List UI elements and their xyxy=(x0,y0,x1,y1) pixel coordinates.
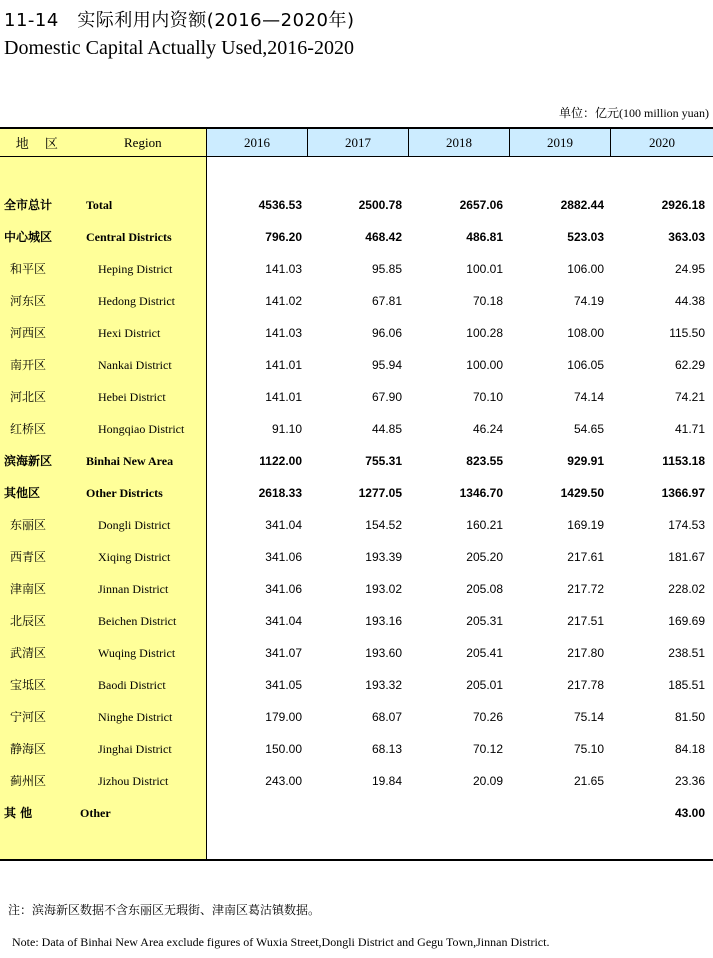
region-name-english: Central Districts xyxy=(86,230,172,244)
value-cell-2019 xyxy=(504,797,604,829)
value-cell-2016: 141.02 xyxy=(265,294,302,308)
header-year-2016: 2016 xyxy=(207,129,308,156)
region-name-chinese: 河东区 xyxy=(10,294,47,308)
value-cell-2018: 46.24 xyxy=(472,422,503,436)
region-name-english: Beichen District xyxy=(98,614,177,628)
data-table xyxy=(0,127,713,861)
table-row xyxy=(0,509,713,541)
value-cell-2019: 54.65 xyxy=(573,422,604,436)
header-year-2017: 2017 xyxy=(308,129,409,156)
region-name-english: Jinnan District xyxy=(98,582,169,596)
page-title-english: Domestic Capital Actually Used,2016-2020 xyxy=(4,37,354,59)
value-cell-2016: 91.10 xyxy=(271,422,302,436)
value-cell-2019: 217.80 xyxy=(567,646,604,660)
region-name-chinese: 武清区 xyxy=(10,646,47,660)
region-name-chinese: 其 他 xyxy=(4,806,33,820)
value-cell-2019: 75.10 xyxy=(573,742,604,756)
region-name-chinese: 和平区 xyxy=(10,262,47,276)
value-cell-2016: 4536.53 xyxy=(258,198,302,212)
region-name-english: Jizhou District xyxy=(98,774,169,788)
value-cell-2017: 19.84 xyxy=(371,774,402,788)
value-cell-2016: 341.04 xyxy=(265,518,302,532)
value-cell-2020: 24.95 xyxy=(674,262,705,276)
footnote-chinese: 注：滨海新区数据不含东丽区无瑕街、津南区葛沽镇数据。 xyxy=(8,903,321,917)
region-name-chinese: 河北区 xyxy=(10,390,47,404)
region-name-chinese: 全市总计 xyxy=(4,198,53,212)
region-name-english: Other xyxy=(80,806,111,820)
table-row xyxy=(0,701,713,733)
value-cell-2018: 205.20 xyxy=(466,550,503,564)
value-cell-2020: 174.53 xyxy=(668,518,705,532)
value-cell-2019: 2882.44 xyxy=(560,198,604,212)
value-cell-2019: 929.91 xyxy=(567,454,604,468)
value-cell-2020: 23.36 xyxy=(674,774,705,788)
value-cell-2020: 44.38 xyxy=(674,294,705,308)
value-cell-2016: 1122.00 xyxy=(259,454,302,468)
value-cell-2019: 21.65 xyxy=(573,774,604,788)
value-cell-2018: 205.41 xyxy=(466,646,503,660)
region-name-chinese: 中心城区 xyxy=(4,230,53,244)
value-cell-2018: 160.21 xyxy=(466,518,503,532)
table-row xyxy=(0,605,713,637)
value-cell-2016: 341.05 xyxy=(265,678,302,692)
value-cell-2018: 205.01 xyxy=(466,678,503,692)
unit-label xyxy=(559,104,709,121)
region-name-english: Hedong District xyxy=(98,294,175,308)
table-row xyxy=(0,349,713,381)
value-cell-2017: 95.85 xyxy=(371,262,402,276)
region-name-chinese: 河西区 xyxy=(10,326,47,340)
region-name-english: Heping District xyxy=(98,262,173,276)
region-name-english: Baodi District xyxy=(98,678,166,692)
value-cell-2019: 217.51 xyxy=(567,614,604,628)
region-name-english: Hexi District xyxy=(98,326,161,340)
table-row xyxy=(0,221,713,253)
region-name-chinese: 静海区 xyxy=(10,742,47,756)
region-name-chinese: 蓟州区 xyxy=(10,774,47,788)
value-cell-2020: 238.51 xyxy=(668,646,705,660)
value-cell-2017: 96.06 xyxy=(371,326,402,340)
value-cell-2019: 217.78 xyxy=(567,678,604,692)
value-cell-2018: 2657.06 xyxy=(459,198,503,212)
value-cell-2016: 341.06 xyxy=(265,582,302,596)
unit-label-chinese: 单位：亿元 xyxy=(558,106,619,120)
value-cell-2020: 115.50 xyxy=(669,326,705,340)
table-header xyxy=(0,127,713,157)
value-cell-2020: 2926.18 xyxy=(661,198,705,212)
value-cell-2016: 341.04 xyxy=(265,614,302,628)
value-cell-2019: 106.05 xyxy=(567,358,604,372)
header-region xyxy=(0,129,207,156)
value-cell-2017: 193.60 xyxy=(365,646,402,660)
value-cell-2020: 74.21 xyxy=(674,390,705,404)
value-cell-2018: 823.55 xyxy=(466,454,503,468)
value-cell-2020: 169.69 xyxy=(668,614,705,628)
region-name-chinese: 红桥区 xyxy=(10,422,47,436)
region-name-english: Other Districts xyxy=(86,486,163,500)
value-cell-2016: 341.07 xyxy=(265,646,302,660)
table-row xyxy=(0,637,713,669)
table-row xyxy=(0,573,713,605)
footnote-english: Note: Data of Binhai New Area exclude figures of Wuxia Street,Dongli District and Gegu Town,Jinnan District. xyxy=(12,935,550,949)
value-cell-2017: 2500.78 xyxy=(358,198,402,212)
region-name-chinese: 西青区 xyxy=(10,550,47,564)
value-cell-2020: 185.51 xyxy=(668,678,705,692)
value-cell-2020: 84.18 xyxy=(674,742,705,756)
value-cell-2017: 67.81 xyxy=(371,294,402,308)
region-name-chinese: 津南区 xyxy=(10,582,47,596)
value-cell-2018: 486.81 xyxy=(466,230,503,244)
header-year-2019: 2019 xyxy=(510,129,611,156)
region-name-english: Total xyxy=(86,198,113,212)
value-cell-2018: 70.12 xyxy=(472,742,503,756)
region-name-english: Wuqing District xyxy=(98,646,176,660)
table-row xyxy=(0,445,713,477)
value-cell-2020: 1366.97 xyxy=(661,486,705,500)
header-region-chinese: 地 区 xyxy=(15,137,64,152)
header-year-2018: 2018 xyxy=(409,129,510,156)
region-name-english: Nankai District xyxy=(98,358,172,372)
region-name-english: Ninghe District xyxy=(98,710,173,724)
value-cell-2017: 44.85 xyxy=(371,422,402,436)
value-cell-2017 xyxy=(302,797,402,829)
region-name-english: Xiqing District xyxy=(98,550,171,564)
value-cell-2018: 205.31 xyxy=(466,614,503,628)
value-cell-2016: 341.06 xyxy=(265,550,302,564)
value-cell-2016: 179.00 xyxy=(265,710,302,724)
value-cell-2016: 141.01 xyxy=(265,358,302,372)
value-cell-2017: 193.39 xyxy=(365,550,402,564)
table-bottom-rule xyxy=(0,859,713,861)
region-name-chinese: 宁河区 xyxy=(10,710,47,724)
value-cell-2020: 62.29 xyxy=(674,358,705,372)
value-cell-2017: 1277.05 xyxy=(358,486,402,500)
value-cell-2020: 363.03 xyxy=(668,230,705,244)
header-region-english: Region xyxy=(124,134,162,150)
region-name-english: Binhai New Area xyxy=(86,454,174,468)
table-row xyxy=(0,669,713,701)
value-cell-2019: 106.00 xyxy=(567,262,604,276)
value-cell-2018: 100.01 xyxy=(466,262,503,276)
value-cell-2019: 108.00 xyxy=(567,326,604,340)
region-name-english: Jinghai District xyxy=(98,742,172,756)
value-cell-2018: 205.08 xyxy=(466,582,503,596)
value-cell-2019: 75.14 xyxy=(573,710,604,724)
table-row xyxy=(0,797,713,829)
region-name-english: Dongli District xyxy=(98,518,171,532)
table-row xyxy=(0,477,713,509)
value-cell-2016: 150.00 xyxy=(265,742,302,756)
region-name-english: Hongqiao District xyxy=(98,422,185,436)
value-cell-2017: 468.42 xyxy=(365,230,402,244)
value-cell-2018: 70.18 xyxy=(472,294,503,308)
header-year-2020: 2020 xyxy=(611,129,713,156)
value-cell-2020: 43.00 xyxy=(674,806,705,820)
value-cell-2018: 20.09 xyxy=(472,774,503,788)
value-cell-2019: 523.03 xyxy=(567,230,604,244)
value-cell-2018: 1346.70 xyxy=(459,486,503,500)
value-cell-2016: 243.00 xyxy=(265,774,302,788)
value-cell-2019: 217.72 xyxy=(567,582,604,596)
value-cell-2017: 193.32 xyxy=(365,678,402,692)
region-name-chinese: 北辰区 xyxy=(10,614,47,628)
table-row xyxy=(0,189,713,221)
value-cell-2018: 70.10 xyxy=(472,390,503,404)
table-row xyxy=(0,317,713,349)
value-cell-2017: 68.07 xyxy=(371,710,402,724)
table-body xyxy=(0,189,713,829)
table-row xyxy=(0,285,713,317)
region-name-chinese: 滨海新区 xyxy=(4,454,53,468)
value-cell-2018: 100.28 xyxy=(466,326,503,340)
table-row xyxy=(0,381,713,413)
value-cell-2016: 2618.33 xyxy=(258,486,302,500)
value-cell-2016: 141.03 xyxy=(265,326,302,340)
value-cell-2019: 74.19 xyxy=(573,294,604,308)
table-row xyxy=(0,413,713,445)
table-row xyxy=(0,733,713,765)
region-name-chinese: 东丽区 xyxy=(10,518,47,532)
value-cell-2019: 74.14 xyxy=(573,390,604,404)
table-row xyxy=(0,541,713,573)
value-cell-2019: 217.61 xyxy=(567,550,604,564)
value-cell-2017: 193.02 xyxy=(365,582,402,596)
value-cell-2020: 41.71 xyxy=(674,422,705,436)
value-cell-2017: 154.52 xyxy=(365,518,402,532)
value-cell-2020: 181.67 xyxy=(668,550,705,564)
value-cell-2016: 141.01 xyxy=(265,390,302,404)
unit-label-english: (100 million yuan) xyxy=(619,106,709,120)
page-title-chinese: 11-14 实际利用内资额(2016—2020年) xyxy=(4,10,355,31)
region-name-chinese: 南开区 xyxy=(10,358,47,372)
value-cell-2020: 81.50 xyxy=(674,710,705,724)
value-cell-2019: 1429.50 xyxy=(560,486,604,500)
value-cell-2017: 68.13 xyxy=(371,742,402,756)
region-name-chinese: 宝坻区 xyxy=(10,678,47,692)
value-cell-2018 xyxy=(403,797,503,829)
value-cell-2016 xyxy=(202,797,302,829)
region-name-english: Hebei District xyxy=(98,390,166,404)
value-cell-2017: 95.94 xyxy=(371,358,402,372)
value-cell-2016: 141.03 xyxy=(265,262,302,276)
value-cell-2017: 755.31 xyxy=(365,454,402,468)
region-name-chinese: 其他区 xyxy=(4,486,41,500)
value-cell-2018: 70.26 xyxy=(472,710,503,724)
value-cell-2019: 169.19 xyxy=(567,518,604,532)
value-cell-2018: 100.00 xyxy=(466,358,503,372)
value-cell-2017: 67.90 xyxy=(371,390,402,404)
value-cell-2020: 1153.18 xyxy=(662,454,705,468)
table-row xyxy=(0,765,713,797)
table-row xyxy=(0,253,713,285)
value-cell-2016: 796.20 xyxy=(265,230,302,244)
value-cell-2020: 228.02 xyxy=(668,582,705,596)
value-cell-2017: 193.16 xyxy=(365,614,402,628)
